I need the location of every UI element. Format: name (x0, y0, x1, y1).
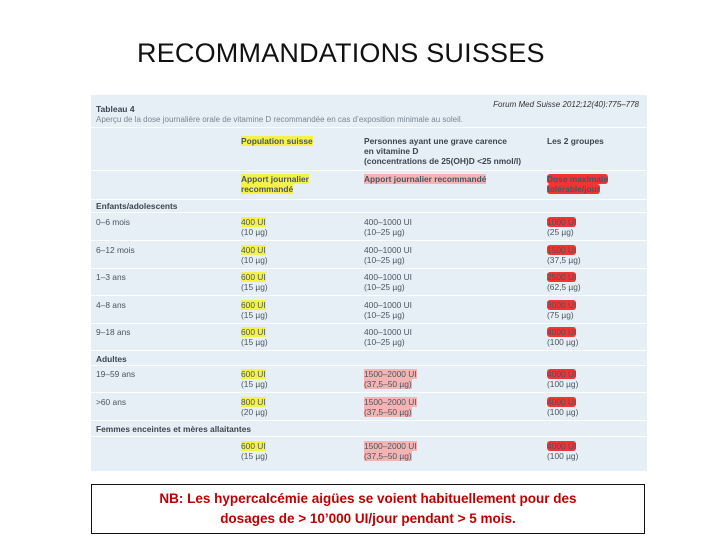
row-col2-value: 400–1000 UI (364, 272, 412, 282)
row-col3-value: 1000 UI (547, 217, 577, 227)
nb-line-2: dosages de > 10’000 UI/jour pendant > 5 mois. (220, 511, 516, 526)
col2-header-line1: Personnes ayant une grave carence (364, 136, 507, 146)
row-col1-sub: (15 µg) (241, 337, 268, 347)
row-age: 4–8 ans (96, 300, 126, 310)
row-col1-value: 600 UI (241, 369, 266, 379)
row-col2-value: 400–1000 UI (364, 245, 412, 255)
row-age: 1–3 ans (96, 272, 126, 282)
row-col1-value: 800 UI (241, 397, 266, 407)
col3-sub-line1: Dose maximale (547, 174, 608, 184)
row-col2-sub: (37,5–50 µg) (364, 451, 412, 461)
row-col2-value: 1500–2000 UI (364, 441, 417, 451)
row-col2-sub: (10–25 µg) (364, 337, 405, 347)
row-age: >60 ans (96, 397, 127, 407)
row-col2-sub: (10–25 µg) (364, 227, 405, 237)
row-col1-sub: (10 µg) (241, 227, 268, 237)
row-col3-sub: (100 µg) (547, 379, 579, 389)
row-col1-sub: (15 µg) (241, 282, 268, 292)
col2-header-line2: en vitamine D (364, 146, 419, 156)
table-caption: Aperçu de la dose journalière orale de vitamine D recommandée en cas d’exposition minimale au soleil. (96, 115, 463, 124)
row-age: 6–12 mois (96, 245, 135, 255)
row-col2-value: 400–1000 UI (364, 327, 412, 337)
row-col3-value: 4000 UI (547, 441, 577, 451)
row-col1-value: 400 UI (241, 217, 266, 227)
nb-line-1: NB: Les hypercalcémie aigües se voient habituellement pour des (159, 491, 577, 506)
row-col3-value: 4000 UI (547, 397, 577, 407)
row-col3-value: 4000 UI (547, 369, 577, 379)
row-col3-sub: (100 µg) (547, 337, 579, 347)
row-col3-sub: (100 µg) (547, 407, 579, 417)
row-col1-sub: (15 µg) (241, 379, 268, 389)
row-age: 0–6 mois (96, 217, 130, 227)
row-col3-sub: (37,5 µg) (547, 255, 581, 265)
row-col3-value: 1500 UI (547, 245, 577, 255)
col1-sub-line2: recommandé (241, 184, 294, 194)
row-col1-value: 600 UI (241, 327, 266, 337)
section-children: Enfants/adolescents (96, 201, 178, 211)
row-col1-sub: (15 µg) (241, 451, 268, 461)
row-col2-sub: (10–25 µg) (364, 310, 405, 320)
row-col1-value: 400 UI (241, 245, 266, 255)
section-pregnant: Femmes enceintes et mères allaitantes (96, 424, 252, 434)
row-col2-sub: (10–25 µg) (364, 282, 405, 292)
row-col3-value: 4000 UI (547, 327, 577, 337)
row-age: 19–59 ans (96, 369, 136, 379)
row-age: 9–18 ans (96, 327, 131, 337)
row-col2-value: 400–1000 UI (364, 217, 412, 227)
row-col3-value: 2500 UI (547, 272, 577, 282)
citation: Forum Med Suisse 2012;12(40):775–778 (493, 100, 639, 109)
row-col1-sub: (15 µg) (241, 310, 268, 320)
row-col2-sub: (37,5–50 µg) (364, 379, 412, 389)
row-col2-value: 400–1000 UI (364, 300, 412, 310)
col2-header-line3: (concentrations de 25(OH)D <25 nmol/l) (364, 156, 522, 166)
row-col2-value: 1500–2000 UI (364, 369, 417, 379)
col3-header: Les 2 groupes (547, 136, 604, 146)
row-col3-sub: (100 µg) (547, 451, 579, 461)
row-col1-value: 600 UI (241, 300, 266, 310)
col1-header: Population suisse (241, 136, 313, 146)
row-col2-value: 1500–2000 UI (364, 397, 417, 407)
row-col3-sub: (62,5 µg) (547, 282, 581, 292)
row-col3-sub: (25 µg) (547, 227, 574, 237)
row-col2-sub: (10–25 µg) (364, 255, 405, 265)
slide-title: RECOMMANDATIONS SUISSES (137, 38, 545, 68)
col3-sub-line2: tolérable/jour (547, 184, 601, 194)
row-col1-value: 600 UI (241, 272, 266, 282)
row-col3-value: 3000 UI (547, 300, 577, 310)
col2-sub: Apport journalier recommandé (364, 174, 487, 184)
row-col1-sub: (20 µg) (241, 407, 268, 417)
row-col3-sub: (75 µg) (547, 310, 574, 320)
row-col1-sub: (10 µg) (241, 255, 268, 265)
row-col1-value: 600 UI (241, 441, 266, 451)
section-adults: Adultes (96, 354, 127, 364)
dosage-table (91, 95, 647, 471)
table-label: Tableau 4 (96, 104, 135, 114)
nb-note-box (91, 484, 645, 534)
col1-sub-line1: Apport journalier (241, 174, 309, 184)
row-col2-sub: (37,5–50 µg) (364, 407, 412, 417)
